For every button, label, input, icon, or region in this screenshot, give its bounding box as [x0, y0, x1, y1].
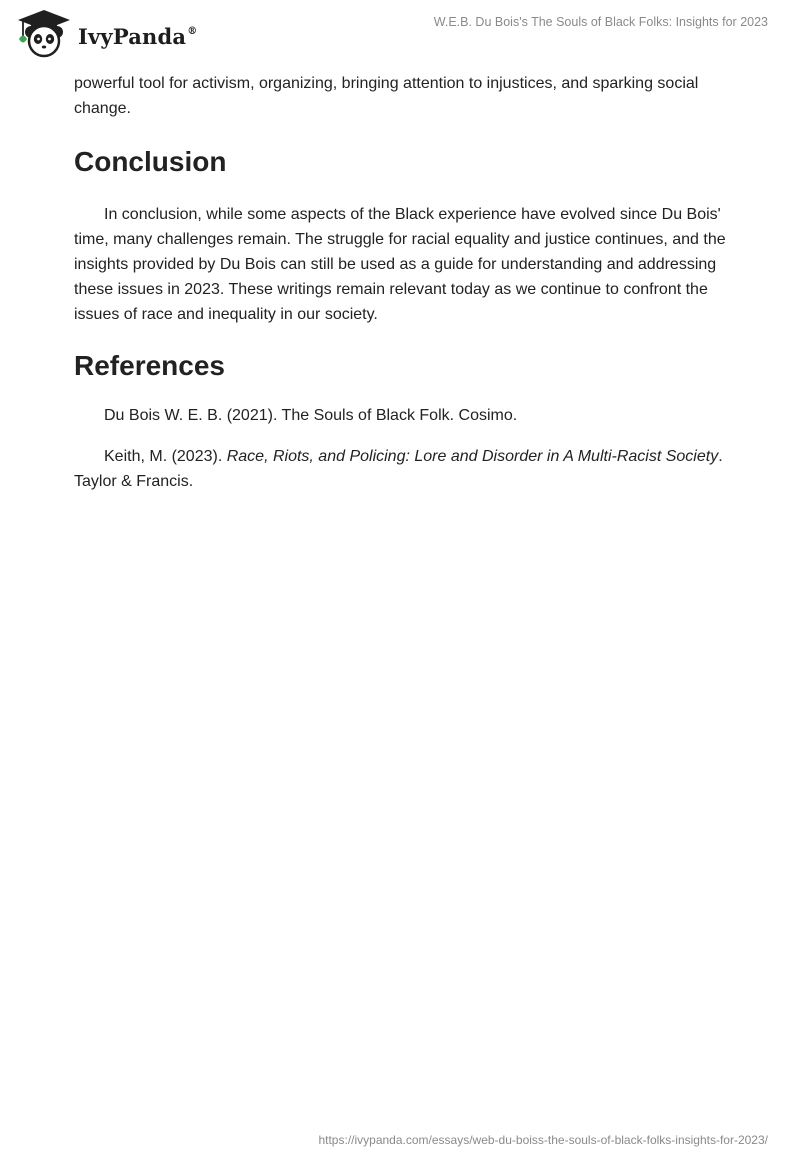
conclusion-heading: Conclusion: [74, 146, 227, 177]
reference-suffix: . Taylor & Francis.: [74, 448, 723, 490]
panda-graduation-cap-icon: [14, 8, 74, 58]
conclusion-paragraph: In conclusion, while some aspects of the Black experience have evolved since Du Bois' time, many challenges remain. The struggle for racial equality and justice continues, and the insights provided by Du Bois can still be used as a guide for understanding and addressing these issues in 2023. These writings remain relevant today as we continue to confront the issues of race and inequality in our society.: [74, 206, 726, 323]
intro-paragraph: powerful tool for activism, organizing, bringing attention to injustices, and sparking social change.: [74, 75, 699, 117]
reference-title: Race, Riots, and Policing: Lore and Disorder in A Multi-Racist Society: [226, 448, 719, 465]
references-heading: References: [74, 350, 225, 381]
reference-item: [74, 444, 726, 494]
document-title: W.E.B. Du Bois's The Souls of Black Folks: Insights for 2023: [433, 15, 768, 29]
footer-url-link[interactable]: https://ivypanda.com/essays/web-du-boiss-the-souls-of-black-folks-insights-for-2023/: [318, 1133, 768, 1147]
ivypanda-logo[interactable]: [14, 8, 197, 58]
reference-item: Du Bois W. E. B. (2021). The Souls of Black Folk. Cosimo.: [104, 407, 518, 424]
registered-mark: ®: [187, 25, 198, 37]
reference-prefix: Keith, M. (2023).: [104, 448, 227, 465]
brand-name: IvyPanda®: [78, 23, 198, 49]
essay-content: [74, 71, 726, 510]
page-header: [0, 0, 800, 70]
